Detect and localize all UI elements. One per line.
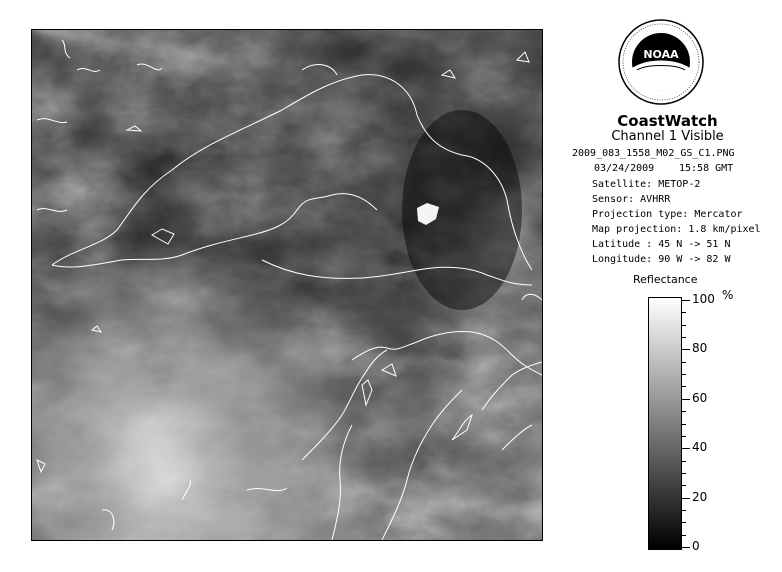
colorbar-tick: [682, 448, 690, 449]
colorbar-minor-tick: [682, 510, 686, 511]
colorbar-minor-tick: [682, 535, 686, 536]
colorbar-minor-tick: [682, 411, 686, 412]
colorbar-minor-tick: [682, 461, 686, 462]
colorbar-tick: [682, 399, 690, 400]
colorbar-minor-tick: [682, 337, 686, 338]
satellite-label: Satellite: METOP-2: [592, 179, 701, 190]
sensor-label: Sensor: AVHRR: [592, 194, 671, 205]
colorbar-tick-label: 0: [692, 539, 700, 553]
acquisition-date: 03/24/2009: [594, 163, 655, 174]
filename: 2009_083_1558_M02_GS_C1.PNG: [572, 148, 735, 159]
colorbar-minor-tick: [682, 386, 686, 387]
legend-title: Reflectance: [633, 273, 698, 286]
colorbar-minor-tick: [682, 424, 686, 425]
colorbar: [648, 297, 682, 550]
colorbar-minor-tick: [682, 436, 686, 437]
colorbar-minor-tick: [682, 522, 686, 523]
colorbar-minor-tick: [682, 362, 686, 363]
colorbar-tick-label: 20: [692, 489, 708, 504]
longitude-label: Longitude: 90 W -> 82 W: [592, 254, 731, 265]
colorbar-tick: [682, 349, 690, 350]
colorbar-tick-label: 80: [692, 341, 708, 356]
colorbar-minor-tick: [682, 312, 686, 313]
acquisition-time: 15:58 GMT: [679, 163, 734, 174]
colorbar-tick: [682, 300, 690, 301]
colorbar-tick-label: 100: [692, 292, 715, 306]
legend-unit: %: [722, 288, 734, 302]
noaa-logo: [617, 18, 705, 106]
colorbar-minor-tick: [682, 473, 686, 474]
product-title: CoastWatch: [617, 112, 718, 130]
colorbar-tick: [682, 547, 690, 548]
colorbar-tick-label: 40: [692, 440, 708, 455]
colorbar-tick-label: 60: [692, 390, 708, 405]
colorbar-tick: [682, 498, 690, 499]
satellite-image: [31, 29, 543, 541]
logo-text: NOAA: [643, 48, 679, 61]
colorbar-minor-tick: [682, 374, 686, 375]
channel-label: Channel 1 Visible: [611, 129, 724, 144]
colorbar-minor-tick: [682, 325, 686, 326]
colorbar-minor-tick: [682, 485, 686, 486]
map-projection-label: Map projection: 1.8 km/pixel: [592, 224, 761, 235]
cloud-field: [32, 30, 542, 540]
projection-type-label: Projection type: Mercator: [592, 209, 743, 220]
latitude-label: Latitude : 45 N -> 51 N: [592, 239, 731, 250]
